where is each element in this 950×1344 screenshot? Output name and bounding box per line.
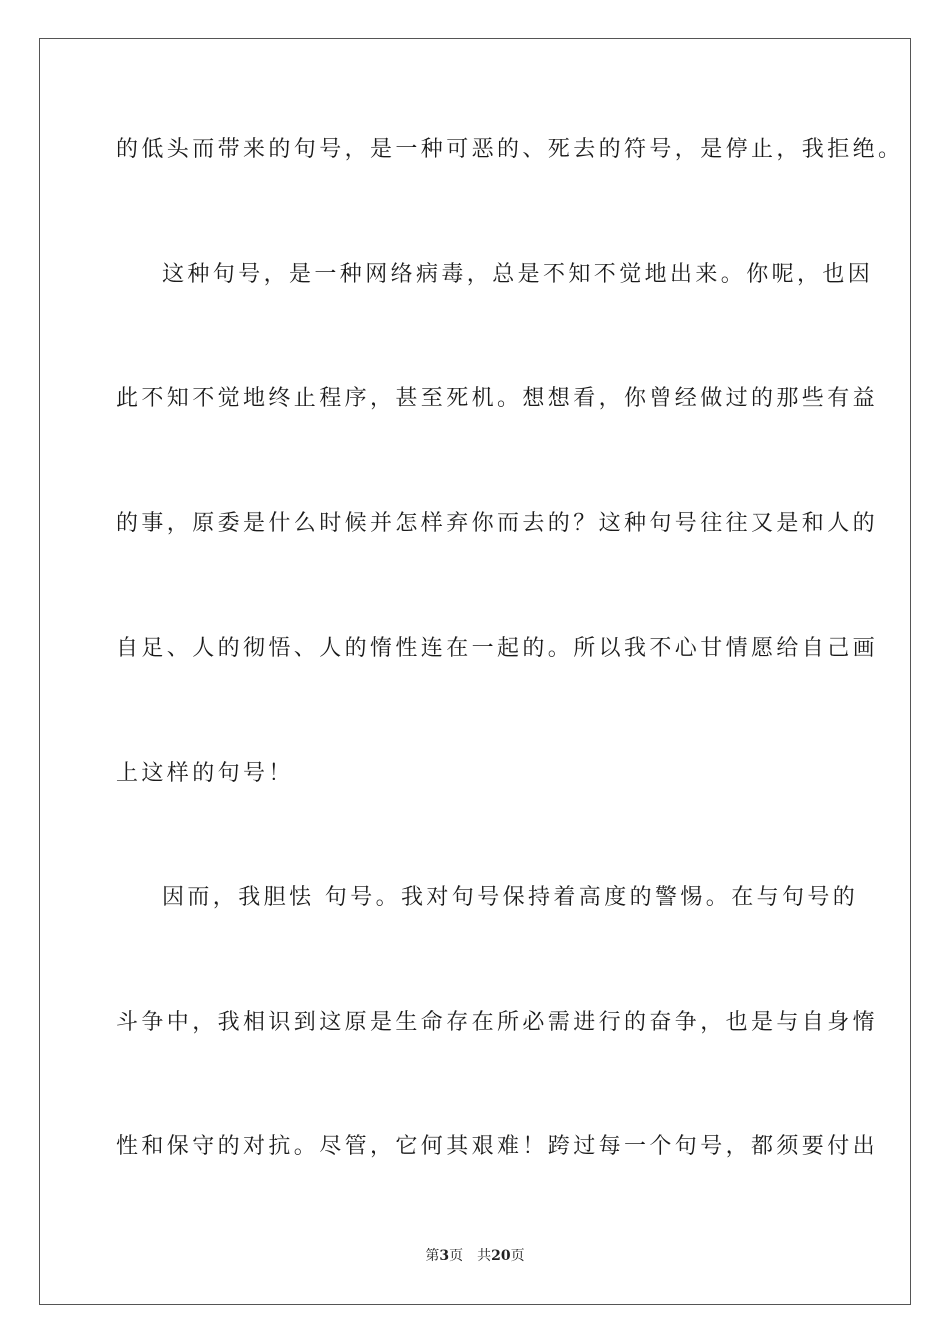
text-line: 上这样的句号！ [116,761,294,786]
text-line: 这种句号，是一种网络病毒，总是不知不觉地出来。你呢，也因 [162,262,874,287]
total-suffix: 页 [510,1248,525,1264]
text-line: 此不知不觉地终止程序，甚至死机。想想看，你曾经做过的那些有益 [116,386,879,411]
page-suffix: 页 [449,1248,464,1264]
text-line: 因而，我胆怯 句号。我对句号保持着高度的警惕。在与句号的 [162,885,859,910]
text-line: 的事，原委是什么时候并怎样弃你而去的？这种句号往往又是和人的 [116,511,879,536]
total-pages: 20 [491,1248,511,1264]
text-line: 斗争中，我相识到这原是生命存在所必需进行的奋争，也是与自身惰 [116,1010,879,1035]
page-prefix: 第 [425,1248,440,1264]
page-number: 3 [439,1248,450,1264]
page-border [39,38,911,1305]
text-line: 的低头而带来的句号，是一种可恶的、死去的符号，是停止，我拒绝。 [116,137,904,162]
total-prefix: 共 [477,1248,492,1264]
page-footer [0,1246,950,1266]
text-line: 自足、人的彻悟、人的惰性连在一起的。所以我不心甘情愿给自己画 [116,636,879,661]
text-line: 性和保守的对抗。尽管，它何其艰难！跨过每一个句号，都须要付出 [116,1134,879,1159]
